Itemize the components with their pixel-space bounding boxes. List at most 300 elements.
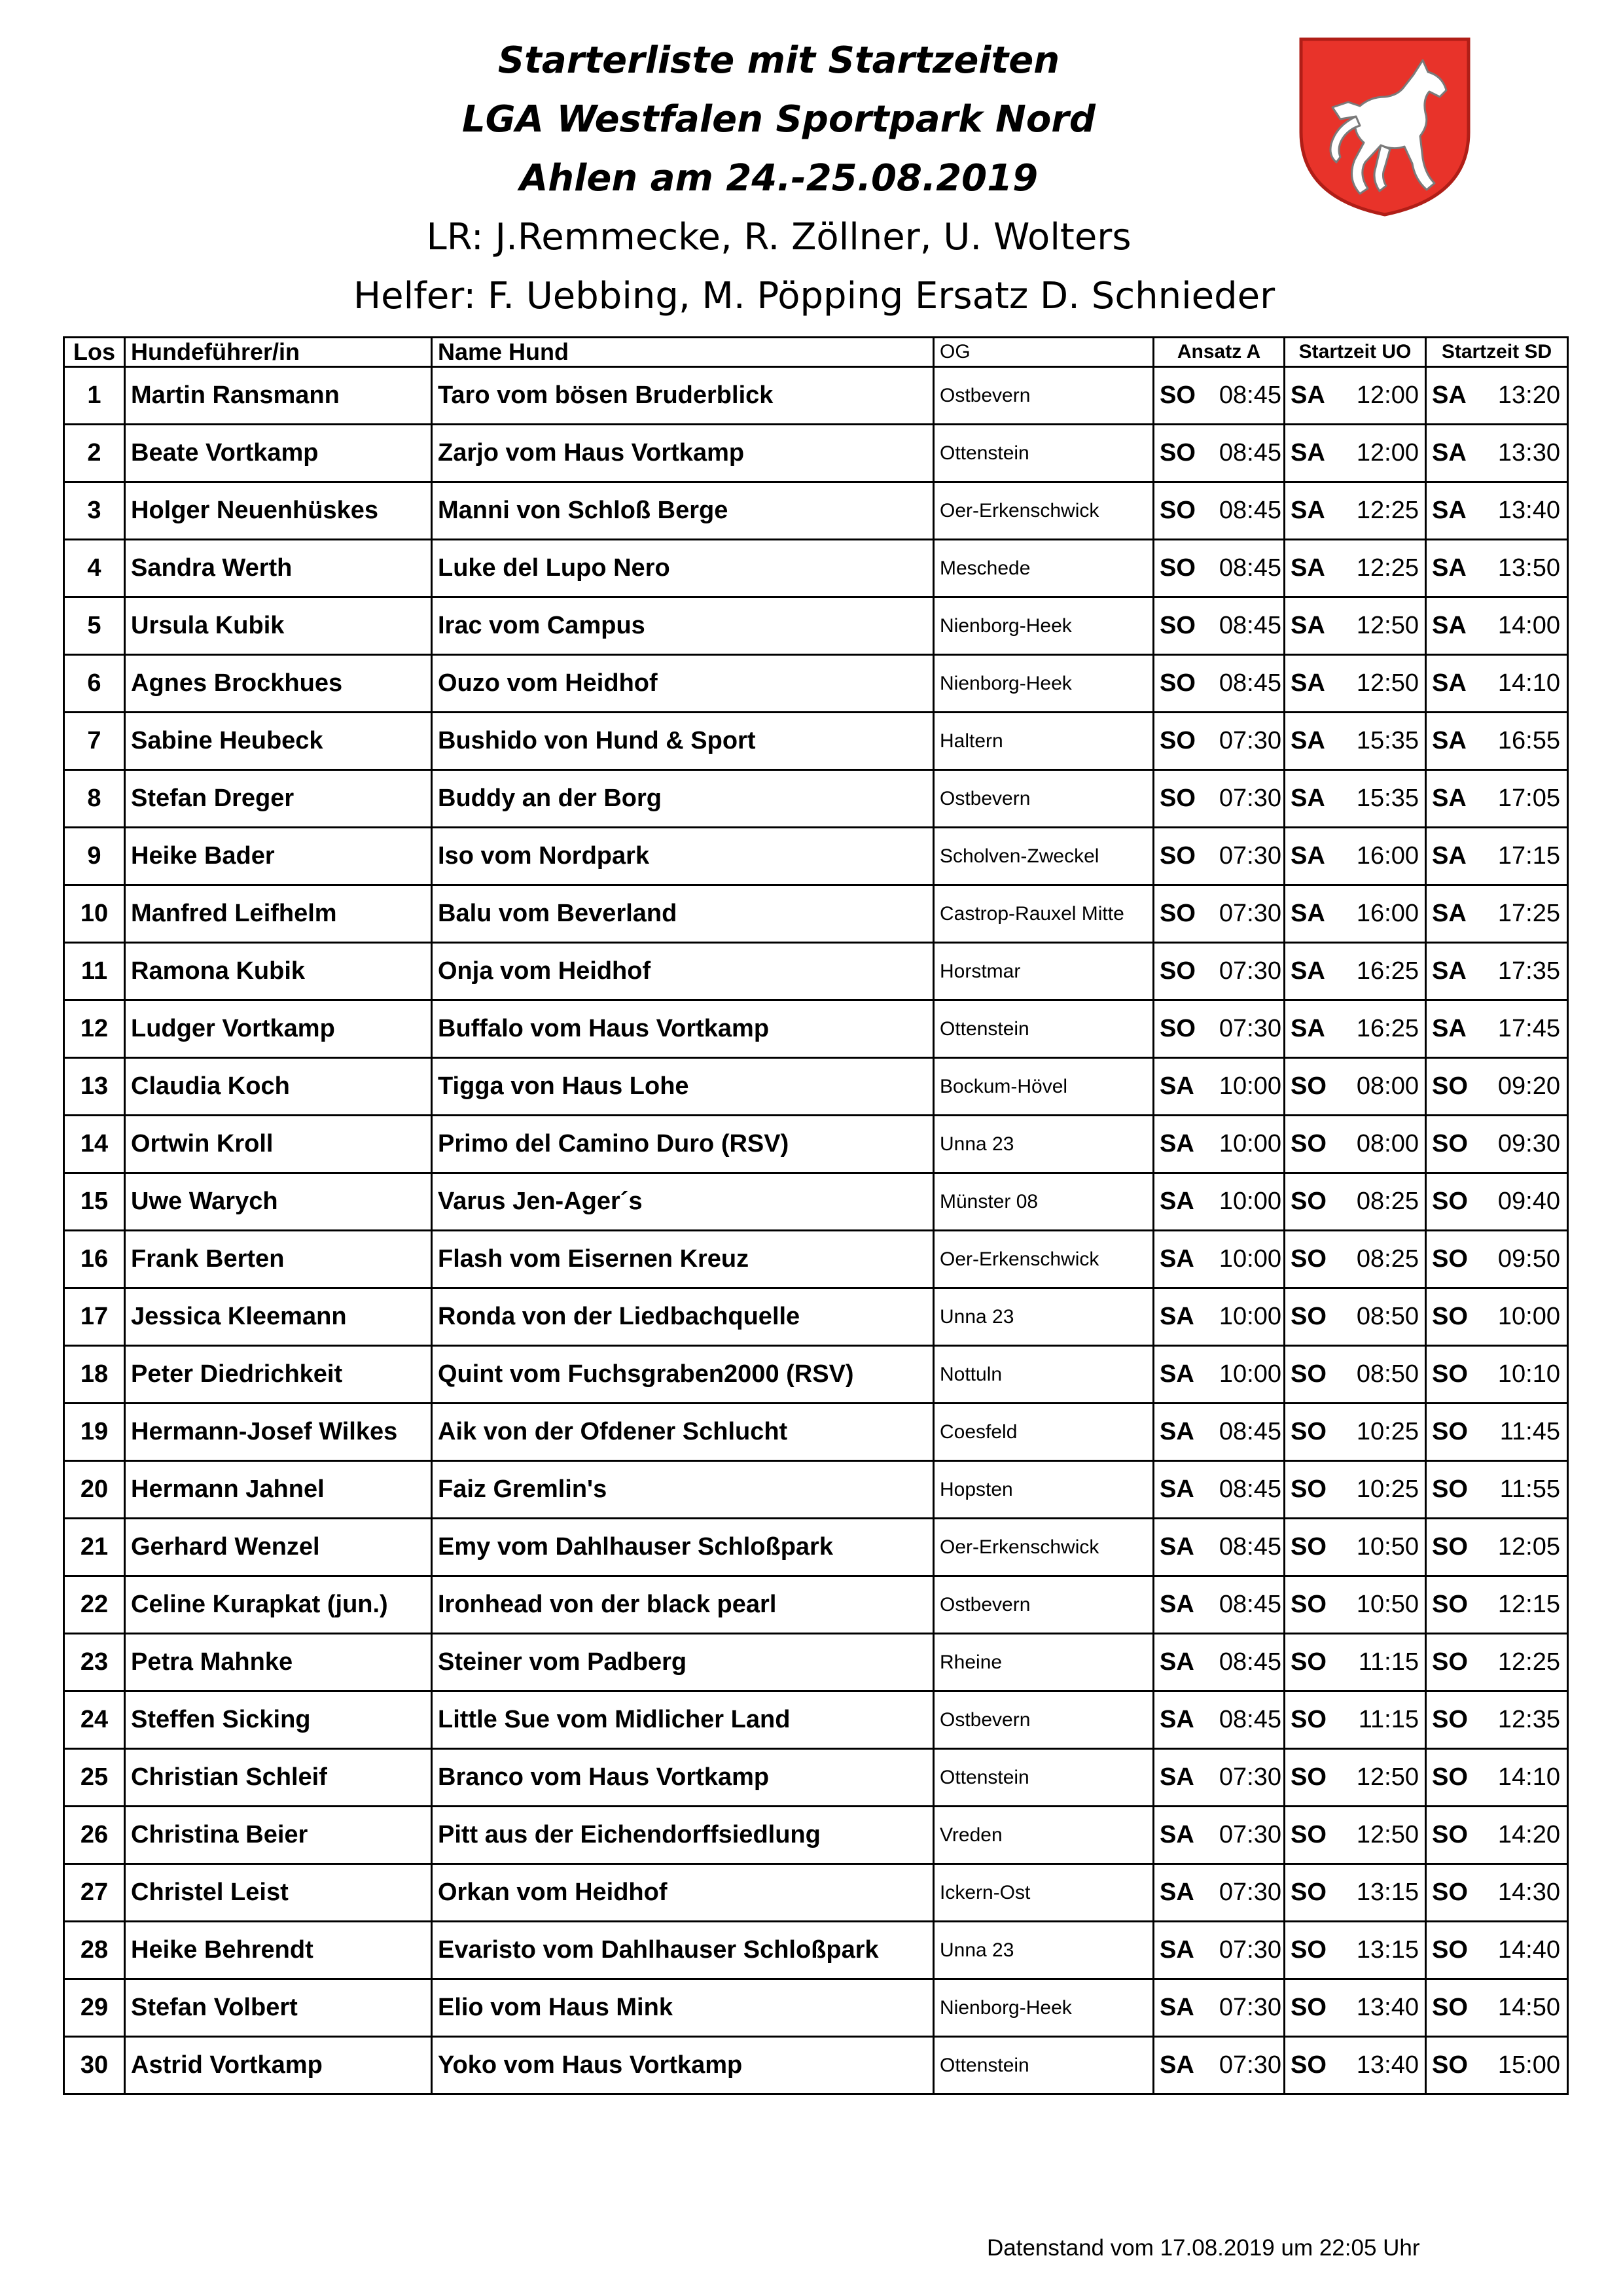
cell-startzeit-sd	[1426, 597, 1568, 655]
col-header-handler: Hundeführer/in	[125, 338, 432, 367]
ansatz-a-time: 07:30	[1219, 1936, 1281, 1964]
cell-startzeit-uo	[1285, 1404, 1426, 1461]
startzeit-uo-time: 15:35	[1356, 727, 1419, 754]
startzeit-sd-day: SO	[1432, 1360, 1468, 1388]
cell-startzeit-sd	[1426, 828, 1568, 885]
startzeit-sd-day: SA	[1432, 900, 1467, 927]
startzeit-uo-day: SA	[1291, 439, 1325, 467]
cell-dog: Quint vom Fuchsgraben2000 (RSV)	[432, 1346, 934, 1404]
cell-startzeit-sd	[1426, 1864, 1568, 1922]
table-row	[64, 1058, 1568, 1116]
cell-startzeit-sd	[1426, 2037, 1568, 2094]
cell-handler: Holger Neuenhüskes	[125, 482, 432, 540]
cell-startzeit-uo	[1285, 770, 1426, 828]
cell-ansatz-a	[1154, 1346, 1285, 1404]
cell-og: Meschede	[934, 540, 1154, 597]
ansatz-a-day: SA	[1160, 1245, 1194, 1273]
cell-dog: Ouzo vom Heidhof	[432, 655, 934, 713]
startzeit-uo-time: 11:15	[1358, 1648, 1419, 1676]
cell-startzeit-uo	[1285, 597, 1426, 655]
table-row	[64, 425, 1568, 482]
ansatz-a-day: SA	[1160, 1130, 1194, 1157]
startzeit-sd-day: SA	[1432, 669, 1467, 697]
title-line-2: LGA Westfalen Sportpark Nord	[462, 98, 1096, 141]
cell-los: 8	[64, 770, 125, 828]
cell-handler: Stefan Dreger	[125, 770, 432, 828]
cell-los: 21	[64, 1519, 125, 1576]
startzeit-uo-day: SO	[1291, 1188, 1327, 1215]
startzeit-sd-day: SO	[1432, 1130, 1468, 1157]
cell-og: Nienborg-Heek	[934, 597, 1154, 655]
ansatz-a-time: 08:45	[1219, 612, 1281, 639]
table-row	[64, 1346, 1568, 1404]
ansatz-a-time: 08:45	[1219, 554, 1281, 582]
table-row	[64, 1231, 1568, 1288]
table-row	[64, 713, 1568, 770]
startzeit-uo-day: SA	[1291, 957, 1325, 985]
cell-ansatz-a	[1154, 1807, 1285, 1864]
startzeit-uo-time: 13:15	[1356, 1879, 1419, 1906]
cell-dog: Evaristo vom Dahlhauser Schloßpark	[432, 1922, 934, 1979]
startzeit-uo-day: SO	[1291, 1533, 1327, 1561]
col-header-startzeit-uo: Startzeit UO	[1285, 338, 1426, 367]
startzeit-sd-day: SO	[1432, 1418, 1468, 1445]
startzeit-sd-time: 14:20	[1497, 1821, 1560, 1848]
cell-ansatz-a	[1154, 1864, 1285, 1922]
startzeit-uo-time: 16:00	[1356, 900, 1419, 927]
startzeit-uo-time: 08:00	[1356, 1130, 1419, 1157]
startzeit-uo-time: 08:25	[1356, 1245, 1419, 1273]
cell-startzeit-sd	[1426, 1634, 1568, 1691]
cell-los: 23	[64, 1634, 125, 1691]
cell-ansatz-a	[1154, 655, 1285, 713]
startzeit-uo-day: SO	[1291, 1245, 1327, 1273]
cell-los: 22	[64, 1576, 125, 1634]
cell-ansatz-a	[1154, 1116, 1285, 1173]
table-row	[64, 367, 1568, 425]
cell-los: 15	[64, 1173, 125, 1231]
cell-og: Scholven-Zweckel	[934, 828, 1154, 885]
ansatz-a-day: SA	[1160, 1994, 1194, 2021]
startzeit-uo-day: SA	[1291, 727, 1325, 754]
cell-og: Vreden	[934, 1807, 1154, 1864]
startzeit-sd-time: 13:50	[1497, 554, 1560, 582]
table-row	[64, 943, 1568, 1000]
cell-ansatz-a	[1154, 885, 1285, 943]
startzeit-sd-day: SO	[1432, 1994, 1468, 2021]
startzeit-uo-time: 12:50	[1356, 1821, 1419, 1848]
cell-los: 7	[64, 713, 125, 770]
starter-table	[63, 336, 1569, 2095]
table-row	[64, 1461, 1568, 1519]
ansatz-a-time: 10:00	[1219, 1360, 1281, 1388]
startzeit-sd-time: 17:35	[1497, 957, 1560, 985]
startzeit-uo-day: SO	[1291, 1763, 1327, 1791]
cell-startzeit-sd	[1426, 1922, 1568, 1979]
ansatz-a-day: SA	[1160, 1188, 1194, 1215]
ansatz-a-day: SA	[1160, 1418, 1194, 1445]
startzeit-sd-day: SO	[1432, 1072, 1468, 1100]
cell-startzeit-uo	[1285, 1173, 1426, 1231]
cell-startzeit-sd	[1426, 1173, 1568, 1231]
cell-og: Oer-Erkenschwick	[934, 1231, 1154, 1288]
cell-ansatz-a	[1154, 540, 1285, 597]
cell-ansatz-a	[1154, 1749, 1285, 1807]
cell-startzeit-uo	[1285, 425, 1426, 482]
cell-handler: Manfred Leifhelm	[125, 885, 432, 943]
startzeit-sd-day: SA	[1432, 1015, 1467, 1042]
cell-dog: Branco vom Haus Vortkamp	[432, 1749, 934, 1807]
table-row	[64, 828, 1568, 885]
ansatz-a-time: 10:00	[1219, 1130, 1281, 1157]
cell-handler: Sabine Heubeck	[125, 713, 432, 770]
cell-los: 30	[64, 2037, 125, 2094]
startzeit-sd-time: 12:05	[1497, 1533, 1560, 1561]
cell-handler: Ortwin Kroll	[125, 1116, 432, 1173]
startzeit-sd-time: 10:00	[1497, 1303, 1560, 1330]
startzeit-uo-time: 08:25	[1356, 1188, 1419, 1215]
col-header-ansatz-a: Ansatz A	[1154, 338, 1285, 367]
startzeit-sd-day: SO	[1432, 1475, 1468, 1503]
startzeit-uo-day: SA	[1291, 497, 1325, 524]
startzeit-uo-time: 13:15	[1356, 1936, 1419, 1964]
ansatz-a-day: SO	[1160, 785, 1196, 812]
cell-ansatz-a	[1154, 1634, 1285, 1691]
startzeit-sd-time: 12:15	[1497, 1591, 1560, 1618]
cell-los: 3	[64, 482, 125, 540]
startzeit-sd-day: SA	[1432, 439, 1467, 467]
startzeit-uo-time: 12:50	[1356, 1763, 1419, 1791]
table-header	[64, 338, 1568, 367]
cell-handler: Astrid Vortkamp	[125, 2037, 432, 2094]
table-row	[64, 1634, 1568, 1691]
startzeit-uo-day: SA	[1291, 842, 1325, 870]
startzeit-uo-time: 10:50	[1356, 1533, 1419, 1561]
startzeit-uo-day: SO	[1291, 1994, 1327, 2021]
judges-line: LR: J.Remmecke, R. Zöllner, U. Wolters	[426, 216, 1132, 258]
startzeit-sd-day: SA	[1432, 842, 1467, 870]
startzeit-sd-time: 13:30	[1497, 439, 1560, 467]
ansatz-a-day: SA	[1160, 1475, 1194, 1503]
cell-ansatz-a	[1154, 1000, 1285, 1058]
cell-dog: Flash vom Eisernen Kreuz	[432, 1231, 934, 1288]
cell-handler: Frank Berten	[125, 1231, 432, 1288]
startzeit-sd-time: 09:50	[1497, 1245, 1560, 1273]
table-row	[64, 1173, 1568, 1231]
table-row	[64, 1749, 1568, 1807]
cell-ansatz-a	[1154, 1288, 1285, 1346]
cell-los: 26	[64, 1807, 125, 1864]
cell-dog: Manni von Schloß Berge	[432, 482, 934, 540]
cell-startzeit-sd	[1426, 1058, 1568, 1116]
ansatz-a-day: SO	[1160, 1015, 1196, 1042]
ansatz-a-day: SO	[1160, 957, 1196, 985]
ansatz-a-day: SO	[1160, 669, 1196, 697]
startzeit-sd-day: SO	[1432, 1821, 1468, 1848]
startzeit-uo-day: SA	[1291, 381, 1325, 409]
startzeit-uo-time: 16:25	[1356, 1015, 1419, 1042]
ansatz-a-day: SA	[1160, 1648, 1194, 1676]
ansatz-a-time: 10:00	[1219, 1188, 1281, 1215]
ansatz-a-day: SA	[1160, 1072, 1194, 1100]
cell-dog: Iso vom Nordpark	[432, 828, 934, 885]
cell-og: Nienborg-Heek	[934, 655, 1154, 713]
cell-og: Ostbevern	[934, 1576, 1154, 1634]
col-header-startzeit-sd: Startzeit SD	[1426, 338, 1568, 367]
cell-handler: Ludger Vortkamp	[125, 1000, 432, 1058]
ansatz-a-time: 07:30	[1219, 2051, 1281, 2079]
startzeit-uo-day: SO	[1291, 1591, 1327, 1618]
cell-startzeit-sd	[1426, 1231, 1568, 1288]
ansatz-a-time: 07:30	[1219, 957, 1281, 985]
westphalian-horse-crest-icon	[1294, 34, 1475, 219]
startzeit-sd-time: 16:55	[1497, 727, 1560, 754]
ansatz-a-day: SO	[1160, 727, 1196, 754]
startzeit-sd-time: 13:40	[1497, 497, 1560, 524]
startzeit-sd-day: SO	[1432, 1533, 1468, 1561]
startzeit-uo-time: 10:25	[1356, 1418, 1419, 1445]
cell-ansatz-a	[1154, 1691, 1285, 1749]
startzeit-sd-time: 12:25	[1497, 1648, 1560, 1676]
cell-handler: Steffen Sicking	[125, 1691, 432, 1749]
ansatz-a-day: SO	[1160, 612, 1196, 639]
cell-startzeit-uo	[1285, 1576, 1426, 1634]
cell-los: 24	[64, 1691, 125, 1749]
cell-startzeit-sd	[1426, 713, 1568, 770]
ansatz-a-time: 07:30	[1219, 1994, 1281, 2021]
startzeit-uo-time: 15:35	[1356, 785, 1419, 812]
cell-startzeit-uo	[1285, 943, 1426, 1000]
ansatz-a-day: SA	[1160, 1533, 1194, 1561]
cell-los: 27	[64, 1864, 125, 1922]
cell-los: 17	[64, 1288, 125, 1346]
startzeit-sd-time: 15:00	[1497, 2051, 1560, 2079]
cell-ansatz-a	[1154, 828, 1285, 885]
cell-los: 12	[64, 1000, 125, 1058]
table-row	[64, 655, 1568, 713]
cell-og: Horstmar	[934, 943, 1154, 1000]
cell-og: Haltern	[934, 713, 1154, 770]
cell-og: Ottenstein	[934, 2037, 1154, 2094]
ansatz-a-day: SA	[1160, 1706, 1194, 1733]
cell-ansatz-a	[1154, 1173, 1285, 1231]
cell-startzeit-uo	[1285, 1749, 1426, 1807]
startzeit-sd-day: SO	[1432, 1706, 1468, 1733]
table-body	[64, 367, 1568, 2094]
cell-og: Ottenstein	[934, 1749, 1154, 1807]
ansatz-a-day: SO	[1160, 497, 1196, 524]
startzeit-uo-day: SO	[1291, 1072, 1327, 1100]
ansatz-a-time: 08:45	[1219, 1648, 1281, 1676]
cell-startzeit-uo	[1285, 885, 1426, 943]
startzeit-sd-day: SO	[1432, 1879, 1468, 1906]
cell-los: 6	[64, 655, 125, 713]
startzeit-uo-time: 08:50	[1356, 1303, 1419, 1330]
ansatz-a-time: 10:00	[1219, 1245, 1281, 1273]
startzeit-uo-day: SO	[1291, 1418, 1327, 1445]
startzeit-uo-time: 08:50	[1356, 1360, 1419, 1388]
table-row	[64, 2037, 1568, 2094]
cell-startzeit-uo	[1285, 1288, 1426, 1346]
cell-og: Bockum-Hövel	[934, 1058, 1154, 1116]
cell-ansatz-a	[1154, 1979, 1285, 2037]
cell-ansatz-a	[1154, 425, 1285, 482]
cell-startzeit-uo	[1285, 1461, 1426, 1519]
cell-startzeit-uo	[1285, 1000, 1426, 1058]
ansatz-a-day: SA	[1160, 1936, 1194, 1964]
startzeit-sd-day: SO	[1432, 1245, 1468, 1273]
startzeit-uo-day: SO	[1291, 1936, 1327, 1964]
cell-los: 18	[64, 1346, 125, 1404]
cell-startzeit-sd	[1426, 943, 1568, 1000]
cell-los: 19	[64, 1404, 125, 1461]
startzeit-sd-day: SA	[1432, 381, 1467, 409]
cell-og: Hopsten	[934, 1461, 1154, 1519]
cell-handler: Hermann Jahnel	[125, 1461, 432, 1519]
cell-startzeit-sd	[1426, 885, 1568, 943]
table-row	[64, 1864, 1568, 1922]
cell-dog: Tigga von Haus Lohe	[432, 1058, 934, 1116]
startzeit-sd-time: 17:45	[1497, 1015, 1560, 1042]
startzeit-sd-time: 17:15	[1497, 842, 1560, 870]
ansatz-a-day: SO	[1160, 900, 1196, 927]
table-row	[64, 597, 1568, 655]
cell-handler: Claudia Koch	[125, 1058, 432, 1116]
table-row	[64, 482, 1568, 540]
ansatz-a-time: 07:30	[1219, 842, 1281, 870]
cell-og: Unna 23	[934, 1288, 1154, 1346]
cell-ansatz-a	[1154, 1404, 1285, 1461]
cell-og: Castrop-Rauxel Mitte	[934, 885, 1154, 943]
cell-ansatz-a	[1154, 770, 1285, 828]
ansatz-a-time: 07:30	[1219, 1015, 1281, 1042]
cell-los: 20	[64, 1461, 125, 1519]
cell-og: Ostbevern	[934, 1691, 1154, 1749]
startzeit-sd-day: SA	[1432, 727, 1467, 754]
cell-dog: Aik von der Ofdener Schlucht	[432, 1404, 934, 1461]
cell-los: 14	[64, 1116, 125, 1173]
ansatz-a-time: 08:45	[1219, 381, 1281, 409]
startzeit-sd-time: 09:40	[1497, 1188, 1560, 1215]
cell-dog: Varus Jen-Ager´s	[432, 1173, 934, 1231]
table-row	[64, 1979, 1568, 2037]
cell-ansatz-a	[1154, 1922, 1285, 1979]
cell-og: Ottenstein	[934, 1000, 1154, 1058]
startzeit-sd-time: 14:10	[1497, 669, 1560, 697]
cell-startzeit-uo	[1285, 655, 1426, 713]
cell-startzeit-sd	[1426, 540, 1568, 597]
cell-startzeit-sd	[1426, 770, 1568, 828]
cell-startzeit-uo	[1285, 1864, 1426, 1922]
startzeit-uo-day: SO	[1291, 1475, 1327, 1503]
cell-handler: Uwe Warych	[125, 1173, 432, 1231]
cell-startzeit-sd	[1426, 1691, 1568, 1749]
startzeit-sd-day: SO	[1432, 2051, 1468, 2079]
cell-ansatz-a	[1154, 1058, 1285, 1116]
cell-handler: Christian Schleif	[125, 1749, 432, 1807]
startzeit-uo-time: 12:50	[1356, 612, 1419, 639]
cell-handler: Christina Beier	[125, 1807, 432, 1864]
cell-dog: Buffalo vom Haus Vortkamp	[432, 1000, 934, 1058]
cell-og: Oer-Erkenschwick	[934, 482, 1154, 540]
cell-dog: Emy vom Dahlhauser Schloßpark	[432, 1519, 934, 1576]
startzeit-sd-day: SA	[1432, 785, 1467, 812]
ansatz-a-day: SA	[1160, 2051, 1194, 2079]
startzeit-sd-time: 11:45	[1499, 1418, 1560, 1445]
startzeit-sd-day: SA	[1432, 612, 1467, 639]
cell-og: Oer-Erkenschwick	[934, 1519, 1154, 1576]
startzeit-uo-time: 12:50	[1356, 669, 1419, 697]
table-row	[64, 1288, 1568, 1346]
startzeit-sd-time: 17:05	[1497, 785, 1560, 812]
ansatz-a-day: SO	[1160, 439, 1196, 467]
cell-handler: Beate Vortkamp	[125, 425, 432, 482]
ansatz-a-day: SA	[1160, 1591, 1194, 1618]
startzeit-uo-day: SA	[1291, 612, 1325, 639]
cell-handler: Christel Leist	[125, 1864, 432, 1922]
startzeit-uo-day: SO	[1291, 1879, 1327, 1906]
startzeit-sd-day: SO	[1432, 1936, 1468, 1964]
cell-los: 1	[64, 367, 125, 425]
ansatz-a-time: 08:45	[1219, 669, 1281, 697]
cell-ansatz-a	[1154, 2037, 1285, 2094]
cell-startzeit-sd	[1426, 1576, 1568, 1634]
cell-handler: Peter Diedrichkeit	[125, 1346, 432, 1404]
startzeit-uo-day: SO	[1291, 1821, 1327, 1848]
header-row	[64, 338, 1568, 367]
cell-og: Rheine	[934, 1634, 1154, 1691]
cell-ansatz-a	[1154, 1519, 1285, 1576]
cell-ansatz-a	[1154, 597, 1285, 655]
cell-startzeit-uo	[1285, 828, 1426, 885]
helpers-line: Helfer: F. Uebbing, M. Pöpping Ersatz D. Schnieder	[353, 275, 1275, 317]
startzeit-uo-time: 11:15	[1358, 1706, 1419, 1733]
ansatz-a-time: 10:00	[1219, 1303, 1281, 1330]
table-row	[64, 1922, 1568, 1979]
cell-handler: Ursula Kubik	[125, 597, 432, 655]
cell-dog: Orkan vom Heidhof	[432, 1864, 934, 1922]
startzeit-sd-day: SO	[1432, 1591, 1468, 1618]
cell-startzeit-uo	[1285, 713, 1426, 770]
startzeit-sd-day: SO	[1432, 1188, 1468, 1215]
startzeit-uo-time: 10:25	[1356, 1475, 1419, 1503]
startzeit-uo-time: 16:25	[1356, 957, 1419, 985]
cell-los: 2	[64, 425, 125, 482]
ansatz-a-time: 07:30	[1219, 785, 1281, 812]
startzeit-sd-day: SA	[1432, 497, 1467, 524]
cell-ansatz-a	[1154, 943, 1285, 1000]
cell-og: Ottenstein	[934, 425, 1154, 482]
ansatz-a-day: SA	[1160, 1360, 1194, 1388]
cell-dog: Ronda von der Liedbachquelle	[432, 1288, 934, 1346]
title-line-3: Ahlen am 24.-25.08.2019	[519, 157, 1039, 200]
cell-los: 4	[64, 540, 125, 597]
cell-startzeit-sd	[1426, 425, 1568, 482]
cell-og: Nottuln	[934, 1346, 1154, 1404]
cell-dog: Buddy an der Borg	[432, 770, 934, 828]
cell-startzeit-uo	[1285, 1634, 1426, 1691]
cell-startzeit-sd	[1426, 482, 1568, 540]
table-row	[64, 1691, 1568, 1749]
startzeit-sd-time: 14:30	[1497, 1879, 1560, 1906]
ansatz-a-time: 10:00	[1219, 1072, 1281, 1100]
table-row	[64, 1807, 1568, 1864]
startzeit-uo-time: 12:00	[1356, 381, 1419, 409]
startzeit-uo-day: SO	[1291, 1360, 1327, 1388]
startzeit-uo-day: SA	[1291, 554, 1325, 582]
cell-los: 11	[64, 943, 125, 1000]
cell-ansatz-a	[1154, 482, 1285, 540]
